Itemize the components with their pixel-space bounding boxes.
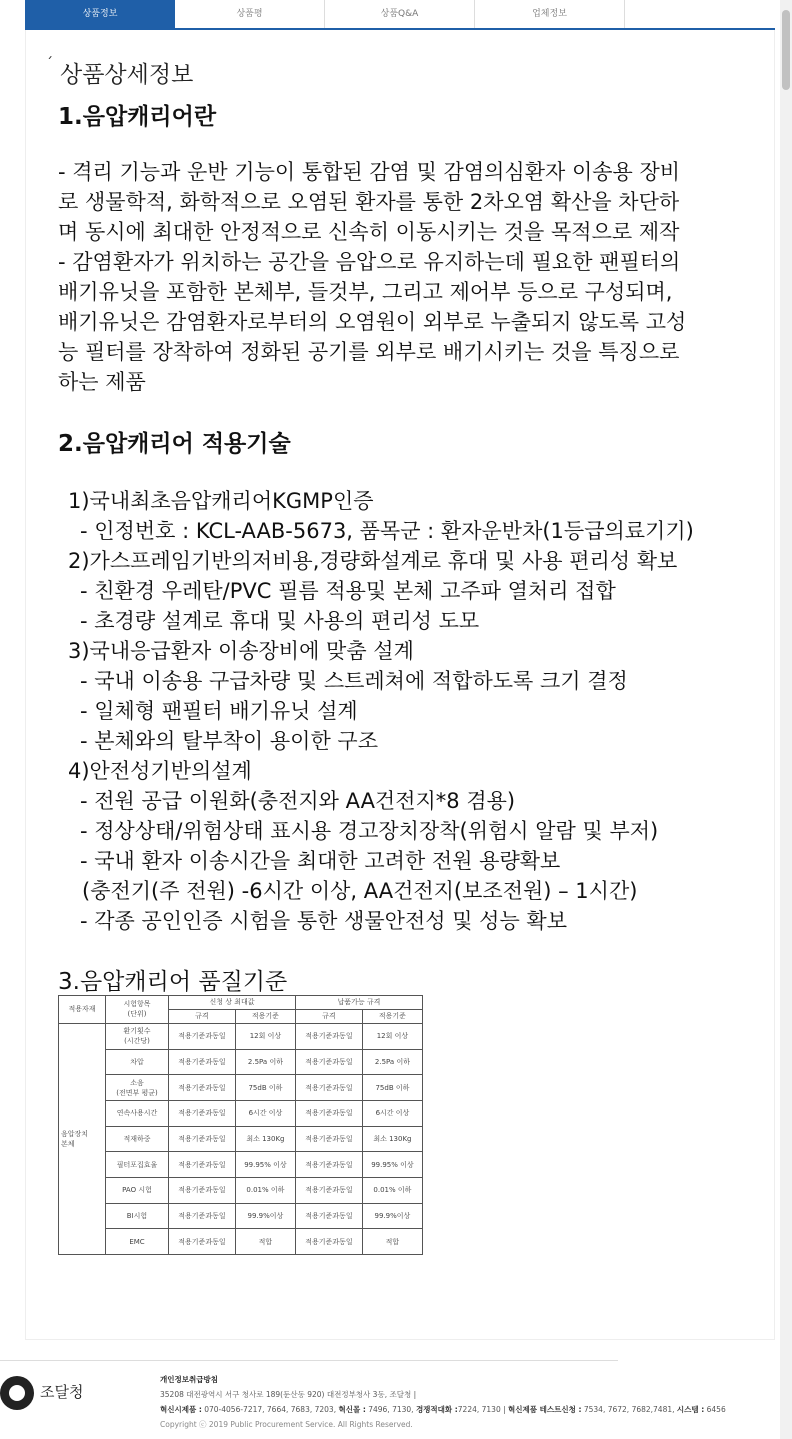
product-tabs — [25, 0, 775, 30]
sec2-title: 2.음압캐리어 적용기술 — [58, 431, 291, 457]
value-cell: 적용기준과동일 — [169, 1229, 236, 1255]
value-cell: 적용기준과동일 — [295, 1049, 362, 1075]
value-cell: 75dB 이하 — [235, 1075, 295, 1101]
quality-standard-table — [58, 995, 423, 1255]
value-cell: 적용기준과동일 — [295, 1203, 362, 1229]
value-cell: 적용기준과동일 — [295, 1152, 362, 1178]
value-cell: 0.01% 이하 — [235, 1177, 295, 1203]
value-cell: 적용기준과동일 — [295, 1100, 362, 1126]
contact-label: 경쟁적대화 : — [415, 1405, 458, 1414]
contact-value: 7534, 7672, 7682,7481, — [581, 1405, 677, 1414]
test-item-cell: EMC — [106, 1229, 169, 1255]
footer-copyright: Copyright ⓒ 2019 Public Procurement Service. All Rights Reserved. — [160, 1420, 413, 1429]
sec2-line: - 초경량 설계로 휴대 및 사용의 편리성 도모 — [80, 609, 480, 633]
sec2-line: - 인정번호 : KCL-AAB-5673, 품목군 : 환자운반차(1등급의료기기) — [80, 519, 694, 543]
value-cell: 2.5Pa 이하 — [362, 1049, 422, 1075]
section-title-text: 상품상세정보 — [60, 62, 194, 88]
value-cell: 2.5Pa 이하 — [235, 1049, 295, 1075]
sec2-line: - 친환경 우레탄/PVC 필름 적용및 본체 고주파 열처리 접합 — [80, 579, 616, 603]
test-item-cell: 연속사용시간 — [106, 1100, 169, 1126]
contact-label: 혁신제품 테스트신청 : — [508, 1405, 582, 1414]
sec2-line: 2)가스프레임기반의저비용,경량화설계로 휴대 및 사용 편리성 확보 — [68, 549, 678, 573]
value-cell: 99.9%이상 — [362, 1203, 422, 1229]
contact-label: 혁신몰 : — [338, 1405, 366, 1414]
value-cell: 적용기준과동일 — [295, 1177, 362, 1203]
value-cell: 적용기준과동일 — [295, 1126, 362, 1152]
table-row — [59, 1100, 423, 1126]
sec2-list — [68, 486, 694, 936]
value-cell: 적용기준과동일 — [295, 1075, 362, 1101]
sec2-line: (충전기(주 전원) -6시간 이상, AA건전지(보조전원) – 1시간) — [82, 879, 638, 903]
value-cell: 6시간 이상 — [362, 1100, 422, 1126]
scrollbar[interactable] — [780, 0, 792, 1439]
sec3-title: 3.음압캐리어 품질기준 — [58, 969, 288, 995]
value-cell: 적용기준과동일 — [169, 1075, 236, 1101]
col-test-item: 시험항목 (단위) — [106, 996, 169, 1024]
test-item-cell: PAO 시험 — [106, 1177, 169, 1203]
table-row — [59, 1075, 423, 1101]
col-group-applied: 신청 상 최대값 — [169, 996, 296, 1010]
value-cell: 최소 130Kg — [362, 1126, 422, 1152]
value-cell: 적합 — [235, 1229, 295, 1255]
test-item-cell: 적재하중 — [106, 1126, 169, 1152]
sec1-line: 능 필터를 장착하여 정화된 공기를 외부로 배기시키는 것을 특징으로 — [58, 340, 680, 364]
sec1-line: 며 동시에 최대한 안정적으로 신속히 이동시키는 것을 목적으로 제작 — [58, 220, 680, 244]
bullet-mark-icon: ˊ — [46, 56, 53, 72]
col-standard: 적용기준 — [362, 1009, 422, 1023]
sec2-line: - 일체형 팬필터 배기유닛 설계 — [80, 699, 358, 723]
sec2-line: - 정상상태/위험상태 표시용 경고장치장착(위험시 알람 및 부저) — [80, 819, 659, 843]
contact-value: 6456 — [704, 1405, 726, 1414]
sec1-line: - 감염환자가 위치하는 공간을 음압으로 유지하는데 필요한 팬필터의 — [58, 250, 681, 274]
sec1-body — [58, 157, 758, 397]
value-cell: 적합 — [362, 1229, 422, 1255]
value-cell: 0.01% 이하 — [362, 1177, 422, 1203]
test-item-cell: BI시험 — [106, 1203, 169, 1229]
sec2-line: 1)국내최초음압캐리어KGMP인증 — [68, 489, 374, 513]
section-title — [46, 56, 194, 89]
table-row — [59, 1203, 423, 1229]
table-row — [59, 1152, 423, 1178]
tab-reviews[interactable]: 상품평 — [175, 0, 325, 28]
sec2-line: - 국내 이송용 구급차량 및 스트레쳐에 적합하도록 크기 결정 — [80, 669, 628, 693]
sec1-line: 로 생물학적, 화학적으로 오염된 환자를 통한 2차오염 확산을 차단하 — [58, 190, 680, 214]
table-row — [59, 1177, 423, 1203]
footer-contacts — [160, 1404, 726, 1415]
contact-value: 7496, 7130, — [365, 1405, 416, 1414]
contact-label: 시스템 : — [676, 1405, 705, 1414]
value-cell: 적용기준과동일 — [169, 1023, 236, 1049]
test-item-cell: 환기횟수 (시간당) — [106, 1023, 169, 1049]
value-cell: 적용기준과동일 — [169, 1177, 236, 1203]
table-row — [59, 1229, 423, 1255]
sec1-line: 배기유닛은 감염환자로부터의 오염원이 외부로 누출되지 않도록 고성 — [58, 310, 687, 334]
value-cell: 최소 130Kg — [235, 1126, 295, 1152]
contact-value: 070-4056-7217, 7664, 7683, 7203, — [201, 1405, 339, 1414]
footer-org: 조달청 — [40, 1383, 84, 1401]
privacy-policy-link[interactable]: 개인정보취급방침 — [160, 1375, 218, 1384]
value-cell: 6시간 이상 — [235, 1100, 295, 1126]
contact-value: 7224, 7130 | — [457, 1405, 509, 1414]
test-item-cell: 필터포집효율 — [106, 1152, 169, 1178]
value-cell: 적용기준과동일 — [169, 1049, 236, 1075]
sec1-line: 배기유닛을 포함한 본체부, 들것부, 그리고 제어부 등으로 구성되며, — [58, 280, 673, 304]
sec2-line: - 국내 환자 이송시간을 최대한 고려한 전원 용량확보 — [80, 849, 561, 873]
value-cell: 75dB 이하 — [362, 1075, 422, 1101]
sec1-line: - 격리 기능과 운반 기능이 통합된 감염 및 감염의심환자 이송용 장비 — [58, 160, 681, 184]
value-cell: 99.95% 이상 — [362, 1152, 422, 1178]
pps-logo-icon — [0, 1376, 34, 1410]
table-row — [59, 1049, 423, 1075]
test-item-cell: 차압 — [106, 1049, 169, 1075]
value-cell: 적용기준과동일 — [295, 1229, 362, 1255]
footer-address: 35208 대전광역시 서구 청사로 189(둔산동 920) 대전정부청사 3동, 조달청 | — [160, 1390, 417, 1399]
col-spec: 규격 — [295, 1009, 362, 1023]
value-cell: 적용기준과동일 — [169, 1126, 236, 1152]
tab-seller-info[interactable]: 업체정보 — [475, 0, 625, 28]
table-row — [59, 1023, 423, 1049]
material-cell: 음압장치 본체 — [59, 1023, 106, 1254]
value-cell: 적용기준과동일 — [169, 1203, 236, 1229]
tab-product-info[interactable]: 상품정보 — [25, 0, 175, 28]
table-row — [59, 1126, 423, 1152]
value-cell: 적용기준과동일 — [169, 1100, 236, 1126]
sec2-line: - 각종 공인인증 시험을 통한 생물안전성 및 성능 확보 — [80, 909, 567, 933]
sec1-title: 1.음압캐리어란 — [58, 104, 217, 130]
col-spec: 규격 — [169, 1009, 236, 1023]
sec2-line: - 전원 공급 이원화(충전지와 AA건전지*8 겸용) — [80, 789, 516, 813]
value-cell: 적용기준과동일 — [295, 1023, 362, 1049]
value-cell: 99.9%이상 — [235, 1203, 295, 1229]
value-cell: 12회 이상 — [362, 1023, 422, 1049]
sec2-line: 4)안전성기반의설계 — [68, 759, 252, 783]
value-cell: 적용기준과동일 — [169, 1152, 236, 1178]
col-material: 적용자재 — [59, 996, 106, 1024]
footer-divider — [0, 1360, 618, 1361]
sec2-line: - 본체와의 탈부착이 용이한 구조 — [80, 729, 378, 753]
sec1-line: 하는 제품 — [58, 370, 146, 394]
value-cell: 12회 이상 — [235, 1023, 295, 1049]
contact-label: 혁신시제품 : — [160, 1405, 202, 1414]
scroll-thumb[interactable] — [782, 10, 790, 90]
test-item-cell: 소음 (전면부 평균) — [106, 1075, 169, 1101]
value-cell: 99.95% 이상 — [235, 1152, 295, 1178]
col-standard: 적용기준 — [235, 1009, 295, 1023]
col-group-deliverable: 납품가능 규격 — [295, 996, 422, 1010]
tab-qna[interactable]: 상품Q&A — [325, 0, 475, 28]
sec2-line: 3)국내응급환자 이송장비에 맞춤 설계 — [68, 639, 414, 663]
